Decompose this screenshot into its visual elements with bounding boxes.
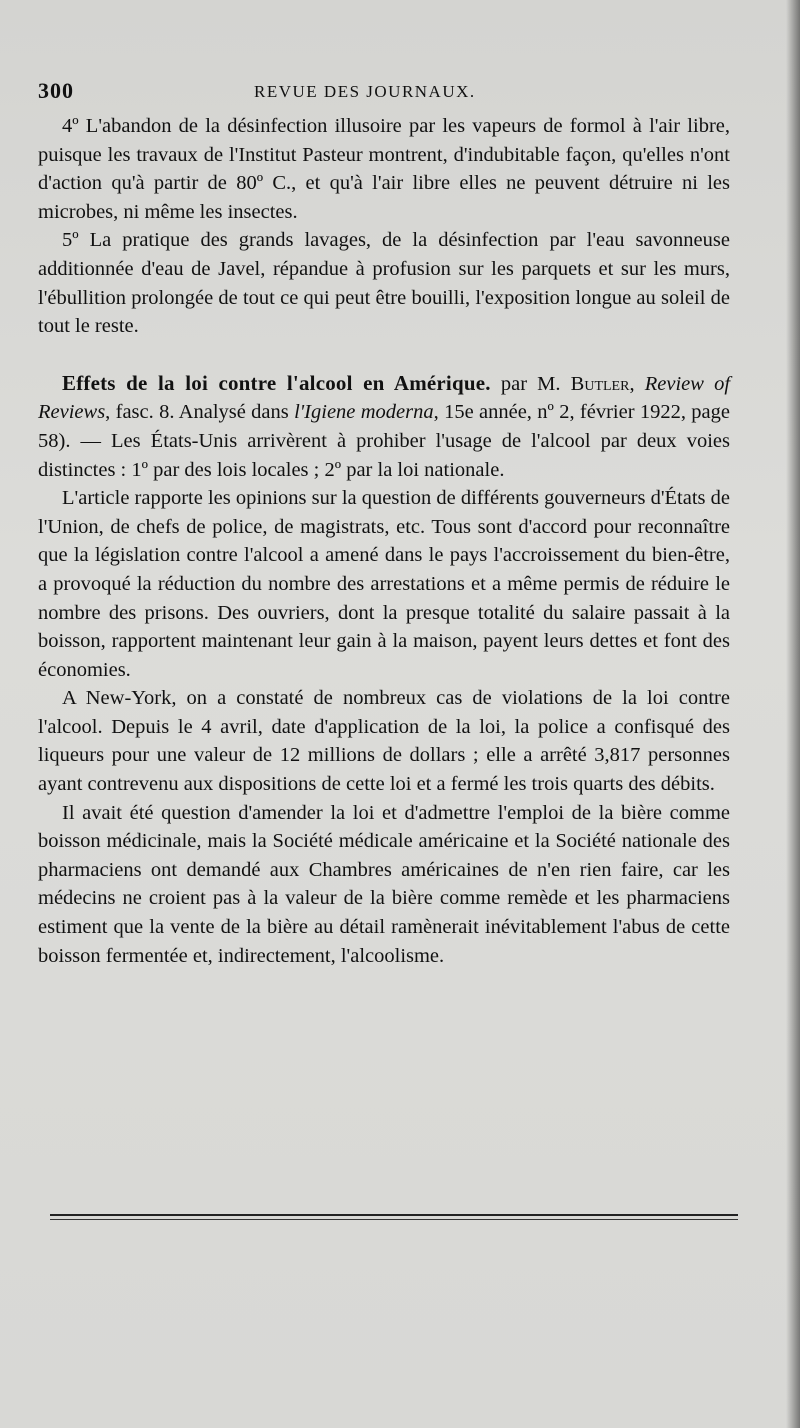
paragraph-new-york: A New-York, on a constaté de nombreux cas de violations de la loi contre l'alcool. Depuis le 4 avril, date d'application de la loi, la police a confisqué des liqueurs pour une valeur de 12 millions de dollars ; elle a arrêté 3,817 personnes ayant contrevenu aux dispositions de cette loi et a fermé les trois quarts des débits. — [38, 687, 730, 796]
section-intro-paragraph — [38, 369, 730, 484]
page-edge-shadow — [786, 0, 800, 1428]
paragraph-article: L'article rapporte les opinions sur la question de différents gouverneurs d'États de l'Union, de chefs de police, de magistrats, etc. Tous sont d'accord pour reconnaître que la législation contre l'alcool a amené dans le pays l'accroissement du bien-être, a provoqué la réduction du nombre des arrestations et a même permis de réduire le nombre des prisons. Des ouvriers, dont la presque totalité du salaire passait à la boisson, rapportent maintenant leur gain à la maison, payent leurs dettes et font des économies. — [38, 487, 730, 681]
section-intro-rest: , 15e année, nº 2, février 1922, page 58). — Les États-Unis arrivèrent à prohiber l'usage de l'alcool par deux voies distinctes : 1º par des lois locales ; 2º par la loi nationale. — [38, 401, 731, 481]
section-sep: , — [629, 372, 645, 395]
page-number: 300 — [38, 78, 74, 103]
journal-name: Review of Reviews — [38, 372, 731, 424]
page-header — [38, 78, 728, 108]
paragraph-biere: Il avait été question d'amender la loi et d'admettre l'emploi de la bière comme boisson médicinale, mais la Société médicale américaine et la Société nationale des pharmaciens ont demandé aux Chambres américaines de n'en rien faire, car les médecins ne croient pas à la valeur de la bière comme remède et les pharmaciens estiment que la vente de la bière au détail ramènerait inévitablement l'abus de cette boisson fermentée et, indirectement, l'alcoolisme. — [38, 801, 730, 967]
running-head: REVUE DES JOURNAUX. — [254, 82, 476, 101]
section-by: par M. — [490, 372, 571, 395]
section-spacer — [38, 341, 730, 369]
footer-double-rule — [50, 1214, 738, 1220]
paragraph-item-4: 4º L'abandon de la désinfection illusoire par les vapeurs de formol à l'air libre, puisque les travaux de l'Institut Pasteur montrent, d'indubitable façon, qu'elles n'ont d'action qu'à partir de 80º C., et qu'à l'air libre elles ne peuvent détruire ni les microbes, ni même les insectes. — [38, 115, 730, 223]
fascicle-info: , fasc. 8. Analysé dans — [105, 401, 295, 424]
page-body — [38, 112, 730, 970]
section-author: Butler — [570, 372, 630, 395]
source-journal: l'Igiene moderna — [294, 401, 434, 424]
section-title: Effets de la loi contre l'alcool en Amérique. — [62, 370, 491, 395]
paragraph-item-5: 5º La pratique des grands lavages, de la désinfection par l'eau savonneuse additionnée d'eau de Javel, répandue à profusion sur les parquets et sur les murs, l'ébullition prolongée de tout ce qui peut être bouilli, l'exposition longue au soleil de tout le reste. — [38, 229, 730, 338]
